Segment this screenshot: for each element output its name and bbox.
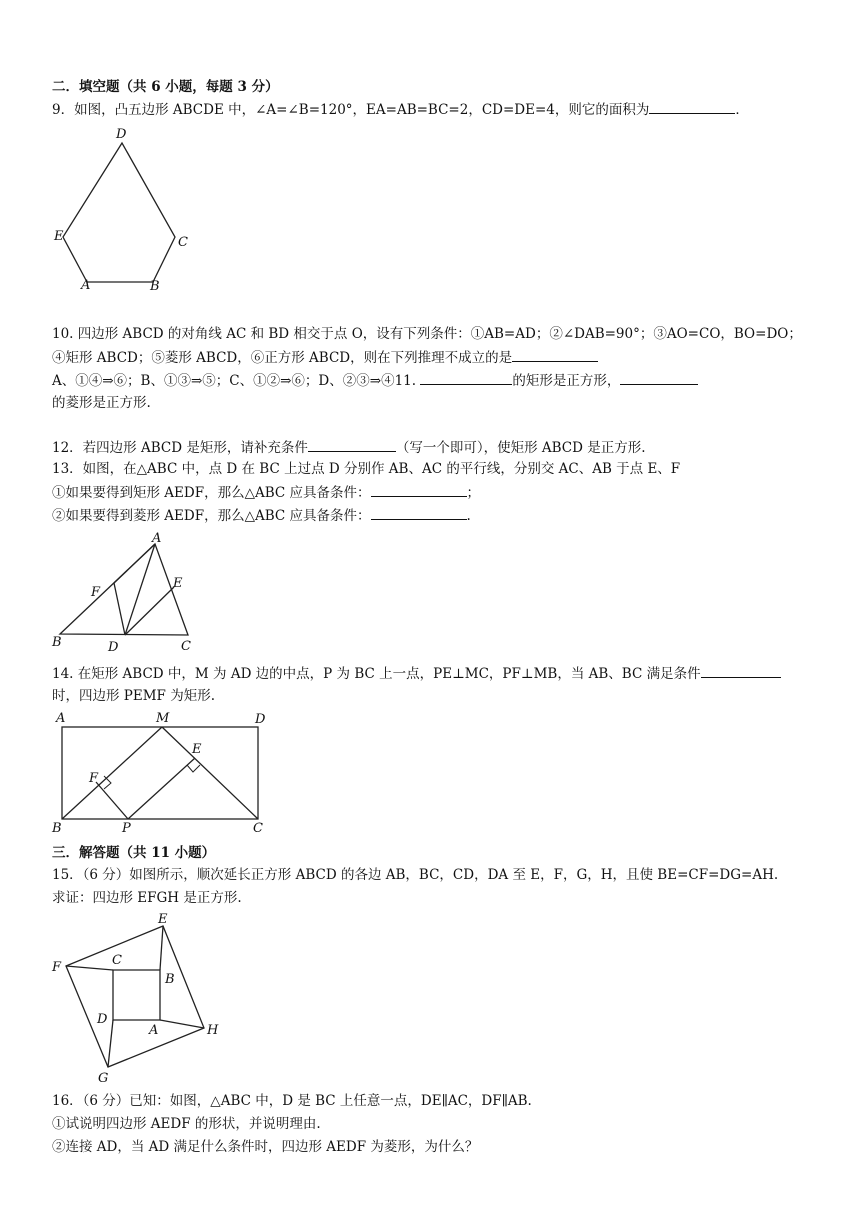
section-2-title: 二．填空题（共 6 小题，每题 3 分） (52, 79, 279, 95)
question-12-text: 12．若四边形 ABCD 是矩形，请补充条件 (52, 440, 308, 456)
rectangle-label-m: M (156, 711, 170, 726)
question-9-text: 9．如图，凸五边形 ABCDE 中，∠A=∠B=120°，EA=AB=BC=2，CD=DE=4，则它的面积为 (52, 102, 650, 118)
question-13-line-3 (52, 506, 471, 525)
square-label-h: H (207, 1023, 219, 1038)
answer-blank[interactable] (649, 100, 735, 114)
question-12-end: （写一个即可），使矩形 ABCD 是正方形. (395, 440, 646, 456)
question-15-line-1: 15．（6 分）如图所示，顺次延长正方形 ABCD 的各边 AB，BC，CD，DA 至 E，F，G，H，且使 BE=CF=DG=AH. (52, 867, 779, 883)
answer-blank[interactable] (620, 371, 698, 385)
pentagon-label-c: C (178, 235, 188, 250)
triangle-label-a: A (152, 531, 162, 546)
triangle-label-b: B (52, 635, 62, 650)
question-9-end: ． (735, 102, 749, 118)
answer-blank[interactable] (701, 664, 781, 678)
triangle-label-e: E (173, 576, 183, 591)
rectangle-label-d: D (255, 712, 266, 727)
answer-blank[interactable] (308, 438, 396, 452)
rectangle-label-e: E (192, 742, 202, 757)
rectangle-label-p: P (122, 821, 131, 836)
square-label-b: B (165, 972, 175, 987)
rectangle-label-c: C (253, 821, 263, 836)
square-figure (50, 910, 230, 1090)
triangle-label-c: C (181, 639, 191, 654)
triangle-figure (50, 530, 210, 655)
pentagon-label-b: B (150, 279, 160, 294)
rectangle-label-a: A (56, 711, 66, 726)
question-9 (52, 100, 749, 119)
question-13-part-1: ①如果要得到矩形 AEDF，那么△ABC 应具备条件： (52, 485, 371, 501)
question-15-line-2: 求证：四边形 EFGH 是正方形. (52, 890, 242, 906)
triangle-label-f: F (91, 585, 101, 600)
question-13-part-2: ②如果要得到菱形 AEDF，那么△ABC 应具备条件： (52, 508, 371, 524)
question-10-line-2 (52, 348, 598, 367)
question-10-line-1: 10. 四边形 ABCD 的对角线 AC 和 BD 相交于点 O，设有下列条件：①AB=AD；②∠DAB=90°；③AO=CO，BO=DO； (52, 326, 802, 342)
question-13-part-1-end: ； (466, 485, 481, 501)
pentagon-label-d: D (116, 127, 127, 142)
triangle-label-d: D (108, 640, 119, 655)
square-label-c: C (112, 953, 122, 968)
square-label-e: E (158, 912, 168, 927)
question-13-line-2 (52, 483, 480, 502)
answer-blank[interactable] (512, 348, 598, 362)
question-16-line-3: ②连接 AD，当 AD 满足什么条件时，四边形 AEDF 为菱形，为什么？ (52, 1139, 479, 1155)
answer-blank[interactable] (371, 483, 467, 497)
rectangle-figure (50, 710, 280, 838)
question-10-options: A、①④⇒⑥；B、①③⇒⑤；C、①②⇒⑥；D、②③⇒④ (52, 373, 395, 389)
question-11-end: 的菱形是正方形. (52, 395, 151, 411)
square-label-f: F (52, 960, 62, 975)
square-label-g: G (98, 1071, 109, 1086)
rectangle-label-b: B (52, 821, 62, 836)
question-10-line-3 (52, 371, 698, 390)
pentagon-label-a: A (81, 278, 91, 293)
question-13-part-2-end: . (466, 508, 471, 524)
answer-blank[interactable] (371, 506, 467, 520)
question-14-line-1 (52, 664, 781, 683)
pentagon-figure (50, 125, 210, 295)
rectangle-label-f: F (89, 771, 99, 786)
question-10-text: ④矩形 ABCD；⑤菱形 ABCD，⑥正方形 ABCD，则在下列推理不成立的是 (52, 350, 513, 366)
section-3-title: 三．解答题（共 11 小题） (52, 845, 216, 861)
question-16-line-1: 16．（6 分）已知：如图，△ABC 中，D 是 BC 上任意一点，DE∥AC，DF∥AB. (52, 1093, 532, 1109)
question-13-line-1: 13．如图，在△ABC 中，点 D 在 BC 上过点 D 分别作 AB、AC 的平行线，分别交 AC、AB 于点 E、F (52, 461, 681, 477)
question-11-text: 的矩形是正方形， (512, 373, 621, 389)
pentagon-label-e: E (54, 229, 64, 244)
square-label-d: D (97, 1012, 108, 1027)
question-14-text: 14. 在矩形 ABCD 中，M 为 AD 边的中点，P 为 BC 上一点，PE⊥MC，PF⊥MB，当 AB、BC 满足条件 (52, 666, 701, 682)
question-11-number: 11. (394, 373, 417, 389)
question-12 (52, 438, 646, 457)
answer-blank[interactable] (420, 371, 512, 385)
question-16-line-2: ①试说明四边形 AEDF 的形状，并说明理由. (52, 1116, 321, 1132)
question-14-line-2: 时，四边形 PEMF 为矩形. (52, 688, 216, 704)
square-label-a: A (149, 1023, 159, 1038)
